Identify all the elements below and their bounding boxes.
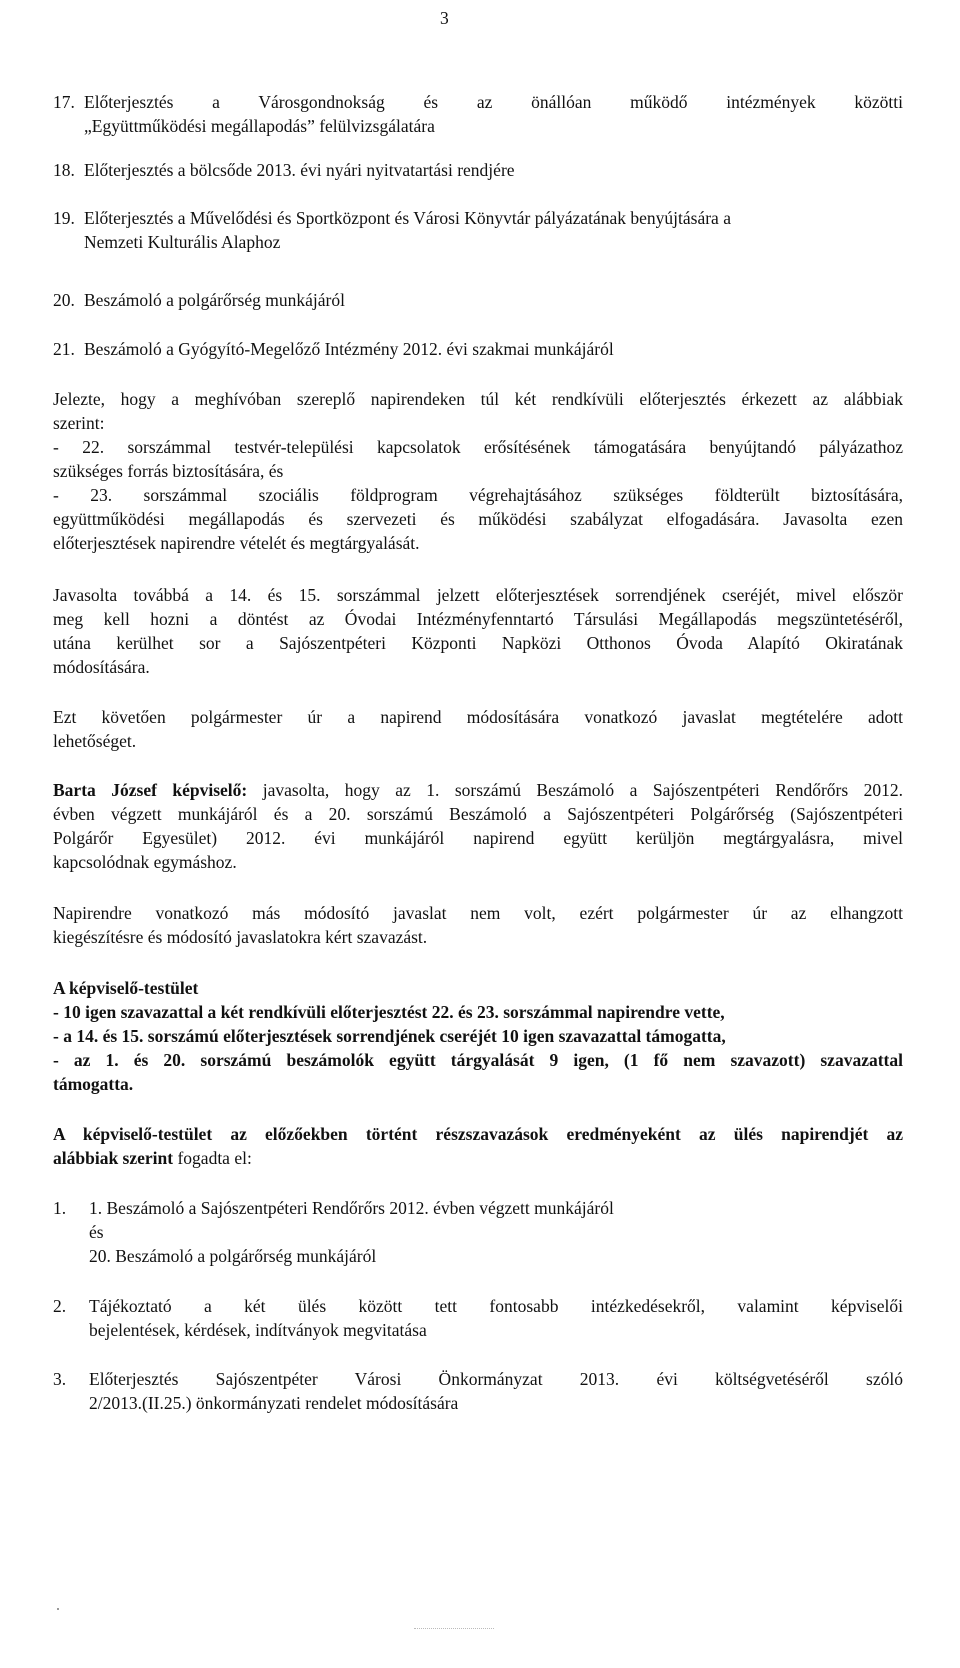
decision-line: támogatta. — [53, 1074, 134, 1094]
text-line: Jelezte, hogy a meghívóban szereplő napirendeken túl két rendkívüli előterjesztés érkezett az alábbiak — [53, 389, 903, 409]
paragraph-extra-items — [53, 387, 903, 555]
final-agenda-number: 2. — [53, 1296, 67, 1316]
agenda-item-number: 21. — [53, 339, 75, 359]
final-agenda-text: Tájékoztató a két ülés között tett fontosabb intézkedésekről, valamint képviselői — [89, 1296, 903, 1316]
agenda-item-text: Beszámoló a polgárőrség munkájáról — [84, 290, 345, 310]
agenda-item-18 — [53, 158, 903, 182]
decision-line: - 10 igen szavazattal a két rendkívüli előterjesztést 22. és 23. sorszámmal napirendre vette, — [53, 1002, 725, 1022]
page-number: 3 — [440, 8, 449, 28]
final-agenda-text: és — [89, 1222, 104, 1242]
final-agenda-number: 1. — [53, 1198, 67, 1218]
text-line: Napirendre vonatkozó más módosító javaslat nem volt, ezért polgármester úr az elhangzott — [53, 903, 903, 923]
scan-speck — [57, 1608, 59, 1610]
final-agenda-item-2 — [53, 1294, 903, 1342]
text-line: javasolta, hogy az 1. sorszámú Beszámoló a Sajószentpéteri Rendőrőrs 2012. — [262, 780, 904, 800]
paragraph-barta — [53, 778, 903, 874]
text-line: együttműködési megállapodás és szervezeti és működési szabályzat elfogadására. Javasolta ezen — [53, 509, 903, 529]
final-agenda-text: 20. Beszámoló a polgárőrség munkájáról — [89, 1246, 377, 1266]
agenda-item-text: Előterjesztés a Művelődési és Sportközpont és Városi Könyvtár pályázatának benyújtására a — [84, 208, 731, 228]
text-line: kiegészítésre és módosító javaslatokra kért szavazást. — [53, 927, 428, 947]
agenda-item-19 — [53, 206, 903, 254]
decision-line: - az 1. és 20. sorszámú beszámolók együtt tárgyalását 9 igen, (1 fő nem szavazott) szavazattal — [53, 1050, 903, 1070]
text-line: évben végzett munkájáról és a 20. sorszámú Beszámoló a Sajószentpéteri Polgárőrség (Sajószentpéteri — [53, 804, 903, 824]
paragraph-order-swap — [53, 583, 903, 679]
text-line: előterjesztések napirendre vételét és megtárgyalását. — [53, 533, 420, 553]
text-line: utána kerülhet sor a Sajószentpéteri Központi Napközi Otthonos Óvoda Alapító Okiratának — [53, 633, 903, 653]
agenda-item-text: Előterjesztés a Városgondnokság és az önállóan működő intézmények közötti — [84, 92, 903, 112]
final-agenda-text: bejelentések, kérdések, indítványok megvitatása — [89, 1320, 427, 1340]
final-agenda-number: 3. — [53, 1369, 67, 1389]
final-agenda-item-3 — [53, 1367, 903, 1415]
speaker-name: Barta József képviselő: — [53, 780, 248, 800]
decision-title: A képviselő-testület — [53, 978, 199, 998]
text-line: A képviselő-testület az előzőekben történt részszavazások eredményeként az ülés napirendjét az — [53, 1124, 903, 1144]
text-line: lehetőséget. — [53, 731, 137, 751]
paragraph-mayor — [53, 705, 903, 753]
final-agenda-intro — [53, 1122, 903, 1170]
text-line: - 22. sorszámmal testvér-települési kapcsolatok erősítésének támogatására benyújtandó pályázathoz — [53, 437, 903, 457]
agenda-item-number: 18. — [53, 160, 75, 180]
scan-artifact — [414, 1628, 494, 1631]
agenda-item-17 — [53, 90, 903, 138]
agenda-item-21 — [53, 337, 903, 361]
text-line: - 23. sorszámmal szociális földprogram végrehajtásához szükséges földterült biztosítására, — [53, 485, 903, 505]
text-line: Javasolta továbbá a 14. és 15. sorszámmal jelzett előterjesztések sorrendjének cseréjét, mivel először — [53, 585, 903, 605]
paragraph-vote-request — [53, 901, 903, 949]
agenda-item-20 — [53, 288, 903, 312]
agenda-item-text: „Együttműködési megállapodás” felülvizsgálatára — [84, 116, 435, 136]
agenda-item-number: 19. — [53, 208, 75, 228]
final-agenda-text: 2/2013.(II.25.) önkormányzati rendelet módosítására — [89, 1393, 459, 1413]
decision-line: - a 14. és 15. sorszámú előterjesztések sorrendjének cseréjét 10 igen szavazattal támogatta, — [53, 1026, 726, 1046]
text-line: szerint: — [53, 413, 105, 433]
agenda-item-text: Nemzeti Kulturális Alaphoz — [84, 232, 281, 252]
text-line: módosítására. — [53, 657, 150, 677]
final-agenda-text: Előterjesztés Sajószentpéter Városi Önkormányzat 2013. évi költségvetéséről szóló — [89, 1369, 903, 1389]
final-agenda-text: 1. Beszámoló a Sajószentpéteri Rendőrőrs 2012. évben végzett munkájáról — [89, 1198, 614, 1218]
agenda-item-text: Beszámoló a Gyógyító-Megelőző Intézmény 2012. évi szakmai munkájáról — [84, 339, 614, 359]
agenda-item-number: 20. — [53, 290, 75, 310]
text-line: Polgárőr Egyesület) 2012. évi munkájáról napirend együtt kerüljön megtárgyalásra, mivel — [53, 828, 903, 848]
final-agenda-item-1 — [53, 1196, 903, 1268]
text-line: meg kell hozni a döntést az Óvodai Intézményfenntartó Társulási Megállapodás megszüntetéséről, — [53, 609, 903, 629]
agenda-item-number: 17. — [53, 92, 75, 112]
text-line: kapcsolódnak egymáshoz. — [53, 852, 237, 872]
text-line: alábbiak szerint — [53, 1148, 174, 1168]
text-line-tail: fogadta el: — [173, 1148, 252, 1168]
text-line: Ezt követően polgármester úr a napirend módosítására vonatkozó javaslat megtételére adott — [53, 707, 903, 727]
agenda-item-text: Előterjesztés a bölcsőde 2013. évi nyári nyitvatartási rendjére — [84, 160, 515, 180]
text-line: szükséges forrás biztosítására, és — [53, 461, 284, 481]
decision-block — [53, 976, 903, 1096]
